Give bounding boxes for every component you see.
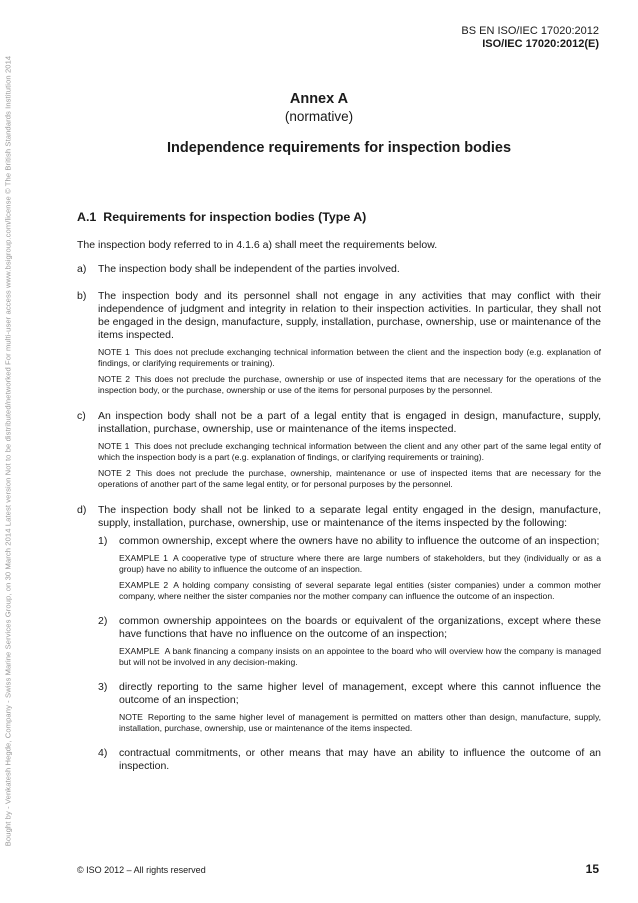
note-label: NOTE 1 [98, 441, 130, 451]
sub-item-marker: 2) [98, 615, 108, 627]
item-text: The inspection body shall not be linked to a separate legal entity engaged in the design, manufacture, supply, installation, purchase, ownership, use or maintenance of the items inspected by the following: [98, 504, 601, 529]
copyright-notice: © ISO 2012 – All rights reserved [77, 865, 206, 875]
annex-title: Annex A [289, 91, 349, 107]
item-text: An inspection body shall not be a part of a legal entity that is engaged in design, manufacture, supply, installation, purchase, ownership, use or maintenance of the items inspected. [98, 410, 601, 435]
item-marker: c) [77, 410, 86, 422]
note-label: NOTE 1 [98, 347, 130, 357]
section-heading [77, 210, 601, 224]
list-item [77, 410, 601, 495]
requirements-list [77, 263, 601, 786]
sub-item [98, 615, 601, 673]
item-body [98, 290, 601, 401]
note-label: NOTE 2 [98, 468, 131, 478]
note-label: NOTE [119, 712, 143, 722]
item-body [98, 410, 601, 495]
item-marker: d) [77, 504, 87, 516]
note-text: This does not preclude the purchase, ownership or use of inspected items that are necessary for the operations of the inspection body, or the purchase, ownership or use of the items for personal purposes by the personnel. [98, 374, 601, 395]
item-body [98, 504, 601, 786]
document-header [461, 25, 599, 51]
sub-item-body [119, 681, 601, 739]
note [98, 468, 601, 490]
page-footer [77, 862, 599, 876]
sub-item-text: directly reporting to the same higher level of management, except where this cannot influence the outcome of an inspection; [119, 681, 601, 706]
sub-item-text: contractual commitments, or other means that may have an ability to influence the outcome of an inspection. [119, 747, 601, 772]
sub-item [98, 681, 601, 739]
sub-item-marker: 3) [98, 681, 108, 693]
sub-item-body [119, 535, 601, 607]
note-label: EXAMPLE [119, 646, 160, 656]
note-text: A holding company consisting of several separate legal entities (sister companies) under a common mother company, where neither the sister companies nor the mother company can influence the outcome of an inspection. [119, 580, 601, 601]
note [98, 374, 601, 396]
note-label: EXAMPLE 2 [119, 580, 169, 590]
section-title: Requirements for inspection bodies (Type A) [103, 210, 367, 224]
list-item [77, 290, 601, 401]
iso-number: ISO/IEC 17020:2012(E) [482, 38, 599, 50]
section-number: A.1 [77, 210, 97, 224]
page-number: 15 [585, 862, 599, 876]
annex-type: (normative) [284, 109, 354, 124]
sub-item-body [119, 615, 601, 673]
license-watermark [0, 0, 20, 903]
note [98, 347, 601, 369]
note-label: EXAMPLE 1 [119, 553, 168, 563]
item-text: The inspection body and its personnel shall not engage in any activities that may conflict with their independence of judgment and integrity in relation to their inspection activities. In particular, they shall not be engaged in the design, manufacture, supply, installation, purchase, ownership, use or maintenance of the items inspected. [98, 290, 601, 341]
note [119, 553, 601, 575]
note [119, 646, 601, 668]
list-item [77, 504, 601, 786]
sub-item [98, 747, 601, 778]
note-text: A bank financing a company insists on an appointee to the board who will overview how the company is managed but will not be involved in any decision-making. [119, 646, 601, 667]
standard-number: BS EN ISO/IEC 17020:2012 [461, 25, 599, 37]
item-marker: b) [77, 290, 87, 302]
section-intro: The inspection body referred to in 4.1.6 a) shall meet the requirements below. [77, 239, 438, 251]
item-text: The inspection body shall be independent of the parties involved. [98, 263, 400, 275]
sub-item [98, 535, 601, 607]
note-label: NOTE 2 [98, 374, 131, 384]
note-text: This does not preclude exchanging technical information between the client and the inspection body (e.g. explanation of findings, or clarifying requirements or training). [98, 347, 602, 368]
list-item [77, 263, 601, 281]
note-text: This does not preclude exchanging technical information between the client and any other part of the same legal entity of which the inspection body is a part (e.g. explanation of findings, or clarifying requirements or training). [98, 441, 601, 462]
note-text: A cooperative type of structure where there are large numbers of stakeholders, but they (individually or as a group) have no ability to influence the outcome of an inspection. [119, 553, 601, 574]
sub-item-text: common ownership appointees on the boards or equivalent of the organizations, except where these have functions that have no influence on the outcome of an inspection; [119, 615, 601, 640]
note-text: This does not preclude the purchase, ownership, maintenance or use of inspected items that are necessary for the operations of another part of the same legal entity, or for personal purposes by the personnel. [98, 468, 601, 489]
document-body [77, 210, 601, 795]
annex-heading: Independence requirements for inspection bodies [166, 140, 512, 156]
sub-item-marker: 1) [98, 535, 108, 547]
sub-item-marker: 4) [98, 747, 108, 759]
watermark-text: Bought by - Venkatesh Hegde, Company - Swiss Marine Services Group, on 30 March 2014 Latest version Not to be distributed/networked For multi-user access www.bsigroup.com/license © The British Standards Institution 2014 [3, 55, 13, 847]
note [119, 712, 601, 734]
sub-item-text: common ownership, except where the owners have no ability to influence the outcome of an inspection; [119, 535, 600, 547]
note [98, 441, 601, 463]
note [119, 580, 601, 602]
sub-item-body [119, 747, 601, 778]
note-text: Reporting to the same higher level of management is permitted on matters other than design, manufacture, supply, installation, purchase, ownership, use or maintenance of the items inspected. [119, 712, 601, 733]
item-marker: a) [77, 263, 87, 275]
item-body [98, 263, 601, 281]
